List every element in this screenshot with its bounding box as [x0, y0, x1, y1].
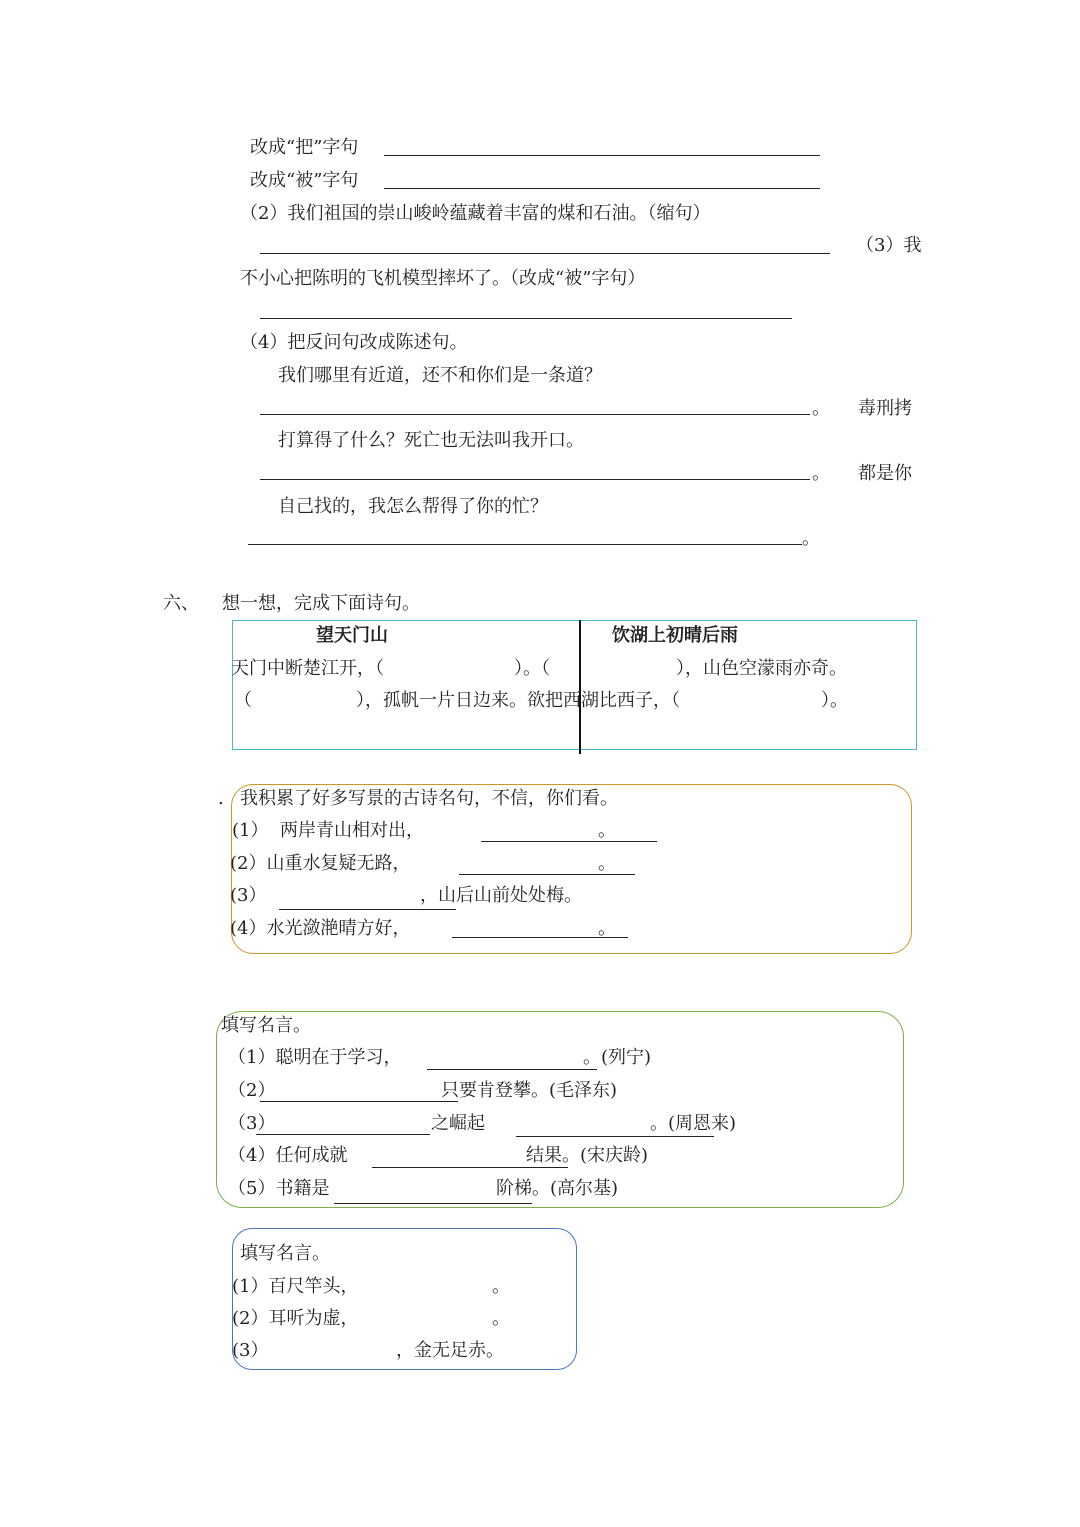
ba-sentence-label: 改成“把”字句	[250, 137, 359, 158]
question-3: 不小心把陈明的飞机模型摔坏了。（改成“被”字句）	[240, 268, 646, 289]
poem-line-1-mid: ）。（	[514, 658, 550, 679]
period: 。	[598, 820, 616, 841]
poem-title-2: 饮湖上初晴后雨	[612, 625, 738, 646]
period: 。	[598, 853, 616, 874]
quote2-q1: (1）百尺竿头，	[232, 1276, 359, 1297]
poem-q3: ，山后山前处处梅。	[420, 885, 582, 906]
answer-line[interactable]	[334, 1203, 532, 1204]
answer-line[interactable]	[248, 544, 802, 545]
answer-line[interactable]	[384, 155, 820, 156]
poem-line-1-right: ），山色空濛雨亦奇。	[676, 658, 847, 679]
quote2-q3-end: ，金无足赤。	[396, 1340, 504, 1361]
quote-q2-number: （2）	[228, 1080, 276, 1101]
poem-line-2-left: （	[234, 690, 252, 711]
answer-line[interactable]	[260, 479, 810, 480]
poems-box-title: 我积累了好多写景的古诗名句，不信，你们看。	[240, 788, 618, 809]
period: 。	[812, 463, 830, 484]
question-4b-start: 毒刑拷	[858, 398, 912, 419]
answer-line[interactable]	[384, 188, 820, 189]
answer-line[interactable]	[260, 1101, 458, 1102]
period: 。	[492, 1276, 510, 1297]
bei-sentence-label: 改成“被”字句	[250, 170, 359, 191]
question-4: （4）把反问句改成陈述句。	[240, 332, 468, 353]
period: 。	[802, 528, 820, 549]
poem-line-2-mid: ），孤帆一片日边来。欲把西湖比西子，（	[356, 690, 680, 711]
quote-q3-number: （3）	[228, 1113, 276, 1134]
section-number: 六、	[163, 593, 199, 614]
quotes-box-2-title: 填写名言。	[240, 1243, 330, 1264]
answer-line[interactable]	[427, 1069, 597, 1070]
question-4a: 我们哪里有近道，还不和你们是一条道？	[278, 365, 602, 386]
period: 。	[812, 398, 830, 419]
period: 。	[492, 1308, 510, 1329]
quote-q2-end: 只要肯登攀。(毛泽东)	[441, 1080, 618, 1101]
quote-q5-end: 阶梯。(高尔基)	[496, 1178, 619, 1199]
table-divider	[579, 620, 581, 754]
quote2-q3: (3）	[232, 1340, 269, 1361]
dot: .	[218, 788, 224, 809]
poem-q1-number: (1）	[232, 820, 269, 841]
poem-q4: (4）水光潋滟晴方好，	[230, 918, 411, 939]
quote-q5: （5）书籍是	[228, 1178, 330, 1199]
question-4c: 自己找的，我怎么帮得了你的忙？	[278, 496, 548, 517]
question-2: （2）我们祖国的崇山峻岭蕴藏着丰富的煤和石油。（缩句）	[240, 203, 711, 224]
answer-line[interactable]	[260, 414, 810, 415]
poem-q2: (2）山重水复疑无路，	[230, 853, 411, 874]
period: 。	[598, 918, 616, 939]
quote-q4-end: 结果。(宋庆龄)	[526, 1145, 649, 1166]
answer-line[interactable]	[481, 841, 657, 842]
answer-line[interactable]	[279, 909, 456, 910]
quote-q1: （1）聪明在于学习，	[228, 1047, 402, 1068]
quotes-box-1-title: 填写名言。	[221, 1015, 311, 1036]
question-4b: 打算得了什么？死亡也无法叫我开口。	[278, 430, 584, 451]
poem-q3-number: (3）	[230, 885, 267, 906]
quote-q3-mid: 之崛起	[431, 1113, 485, 1134]
quote2-q2: (2）耳听为虚，	[232, 1308, 359, 1329]
answer-line[interactable]	[260, 318, 792, 319]
answer-line[interactable]	[256, 1134, 430, 1135]
poem-line-1-left: 天门中断楚江开，（	[231, 658, 384, 679]
poem-q1: 两岸青山相对出，	[280, 820, 424, 841]
quote-q3-end: 。(周恩来)	[650, 1113, 737, 1134]
quote-q1-end: 。(列宁)	[583, 1047, 652, 1068]
answer-line[interactable]	[516, 1136, 714, 1137]
question-3-start: （3）我	[856, 235, 922, 256]
answer-line[interactable]	[372, 1167, 568, 1168]
answer-line[interactable]	[260, 253, 830, 254]
poem-title-1: 望天门山	[316, 625, 388, 646]
quote-q4: （4）任何成就	[228, 1145, 348, 1166]
poem-line-2-right: ）。	[821, 690, 848, 711]
question-4c-start: 都是你	[858, 463, 912, 484]
section-title: 想一想，完成下面诗句。	[222, 593, 420, 614]
